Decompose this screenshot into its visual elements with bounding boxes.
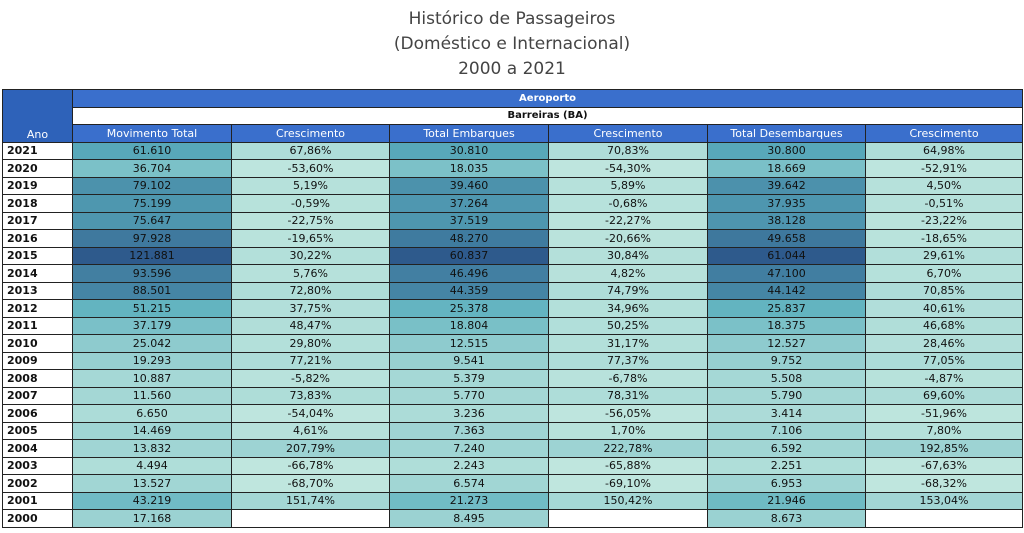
title-line-3: 2000 a 2021 (458, 59, 566, 79)
value-cell: 7.240 (390, 440, 549, 458)
value-cell: 8.673 (708, 510, 866, 528)
year-cell: 2012 (3, 300, 73, 318)
growth-cell: 77,05% (866, 352, 1023, 370)
growth-cell: 30,22% (232, 247, 390, 265)
value-cell: 30.800 (708, 142, 866, 160)
value-cell: 25.837 (708, 300, 866, 318)
growth-cell: 31,17% (549, 335, 708, 353)
value-cell: 18.035 (390, 160, 549, 178)
value-cell: 13.527 (73, 475, 232, 493)
growth-cell: -68,70% (232, 475, 390, 493)
year-cell: 2009 (3, 352, 73, 370)
year-cell: 2020 (3, 160, 73, 178)
year-cell: 2000 (3, 510, 73, 528)
value-cell: 9.752 (708, 352, 866, 370)
table-row (3, 510, 1023, 528)
growth-cell: 69,60% (866, 387, 1023, 405)
growth-cell: 7,80% (866, 422, 1023, 440)
growth-cell: 5,76% (232, 265, 390, 283)
table-row (3, 195, 1023, 213)
growth-cell: 151,74% (232, 492, 390, 510)
value-cell: 2.243 (390, 457, 549, 475)
value-cell: 93.596 (73, 265, 232, 283)
value-cell: 75.199 (73, 195, 232, 213)
growth-cell: -69,10% (549, 475, 708, 493)
value-cell: 61.044 (708, 247, 866, 265)
growth-cell: 67,86% (232, 142, 390, 160)
table-row (3, 177, 1023, 195)
growth-cell: -22,27% (549, 212, 708, 230)
table-row (3, 422, 1023, 440)
value-cell: 18.804 (390, 317, 549, 335)
year-cell: 2017 (3, 212, 73, 230)
growth-cell: 222,78% (549, 440, 708, 458)
growth-cell: 29,61% (866, 247, 1023, 265)
growth-cell: 150,42% (549, 492, 708, 510)
growth-cell: 78,31% (549, 387, 708, 405)
growth-cell: -56,05% (549, 405, 708, 423)
value-cell: 21.946 (708, 492, 866, 510)
value-cell: 37.179 (73, 317, 232, 335)
table-row (3, 457, 1023, 475)
growth-cell: 5,19% (232, 177, 390, 195)
value-cell: 79.102 (73, 177, 232, 195)
year-cell: 2007 (3, 387, 73, 405)
growth-cell: -19,65% (232, 230, 390, 248)
chart-title (0, 7, 1024, 82)
value-cell: 39.460 (390, 177, 549, 195)
growth-cell: 6,70% (866, 265, 1023, 283)
value-cell: 6.592 (708, 440, 866, 458)
year-cell: 2003 (3, 457, 73, 475)
value-cell: 121.881 (73, 247, 232, 265)
column-header: Movimento Total (73, 125, 232, 143)
growth-cell: 74,79% (549, 282, 708, 300)
growth-cell: -53,60% (232, 160, 390, 178)
growth-cell: -20,66% (549, 230, 708, 248)
growth-cell: -52,91% (866, 160, 1023, 178)
empty-cell (549, 510, 708, 528)
growth-cell: 72,80% (232, 282, 390, 300)
table-row (3, 230, 1023, 248)
value-cell: 37.519 (390, 212, 549, 230)
growth-cell: 73,83% (232, 387, 390, 405)
growth-cell: -5,82% (232, 370, 390, 388)
table-row (3, 335, 1023, 353)
value-cell: 7.363 (390, 422, 549, 440)
growth-cell: 5,89% (549, 177, 708, 195)
value-cell: 19.293 (73, 352, 232, 370)
value-cell: 39.642 (708, 177, 866, 195)
growth-cell: 30,84% (549, 247, 708, 265)
column-header: Crescimento (866, 125, 1023, 143)
empty-cell (232, 510, 390, 528)
year-cell: 2005 (3, 422, 73, 440)
growth-cell: 34,96% (549, 300, 708, 318)
growth-cell: -54,04% (232, 405, 390, 423)
value-cell: 8.495 (390, 510, 549, 528)
growth-cell: 153,04% (866, 492, 1023, 510)
value-cell: 88.501 (73, 282, 232, 300)
value-cell: 6.953 (708, 475, 866, 493)
growth-cell: 4,82% (549, 265, 708, 283)
row-header-ano: Ano (3, 90, 73, 143)
table-row (3, 300, 1023, 318)
growth-cell: -51,96% (866, 405, 1023, 423)
value-cell: 47.100 (708, 265, 866, 283)
value-cell: 2.251 (708, 457, 866, 475)
value-cell: 44.359 (390, 282, 549, 300)
value-cell: 12.515 (390, 335, 549, 353)
year-cell: 2006 (3, 405, 73, 423)
year-cell: 2001 (3, 492, 73, 510)
year-cell: 2021 (3, 142, 73, 160)
value-cell: 12.527 (708, 335, 866, 353)
growth-cell: -68,32% (866, 475, 1023, 493)
growth-cell: 192,85% (866, 440, 1023, 458)
value-cell: 4.494 (73, 457, 232, 475)
year-cell: 2013 (3, 282, 73, 300)
year-cell: 2014 (3, 265, 73, 283)
value-cell: 37.264 (390, 195, 549, 213)
value-cell: 61.610 (73, 142, 232, 160)
value-cell: 75.647 (73, 212, 232, 230)
table-row (3, 370, 1023, 388)
column-header: Total Desembarques (708, 125, 866, 143)
group-header: Aeroporto (73, 90, 1023, 108)
table-row (3, 492, 1023, 510)
table-row (3, 265, 1023, 283)
growth-cell: 29,80% (232, 335, 390, 353)
table-row (3, 352, 1023, 370)
growth-cell: -4,87% (866, 370, 1023, 388)
value-cell: 6.650 (73, 405, 232, 423)
growth-cell: -0,59% (232, 195, 390, 213)
table-row (3, 212, 1023, 230)
growth-cell: -65,88% (549, 457, 708, 475)
table-row (3, 475, 1023, 493)
growth-cell: -0,68% (549, 195, 708, 213)
year-cell: 2008 (3, 370, 73, 388)
growth-cell: 77,21% (232, 352, 390, 370)
value-cell: 44.142 (708, 282, 866, 300)
value-cell: 60.837 (390, 247, 549, 265)
value-cell: 38.128 (708, 212, 866, 230)
value-cell: 5.508 (708, 370, 866, 388)
header-row-sub (3, 107, 1023, 125)
growth-cell: -18,65% (866, 230, 1023, 248)
table-row (3, 247, 1023, 265)
value-cell: 6.574 (390, 475, 549, 493)
growth-cell: 1,70% (549, 422, 708, 440)
growth-cell: 77,37% (549, 352, 708, 370)
sub-header: Barreiras (BA) (73, 107, 1023, 125)
value-cell: 30.810 (390, 142, 549, 160)
growth-cell: -54,30% (549, 160, 708, 178)
value-cell: 18.669 (708, 160, 866, 178)
year-cell: 2019 (3, 177, 73, 195)
value-cell: 97.928 (73, 230, 232, 248)
growth-cell: 207,79% (232, 440, 390, 458)
growth-cell: 64,98% (866, 142, 1023, 160)
table-row (3, 317, 1023, 335)
growth-cell: 4,61% (232, 422, 390, 440)
value-cell: 14.469 (73, 422, 232, 440)
year-cell: 2002 (3, 475, 73, 493)
growth-cell: 40,61% (866, 300, 1023, 318)
value-cell: 7.106 (708, 422, 866, 440)
year-cell: 2011 (3, 317, 73, 335)
value-cell: 37.935 (708, 195, 866, 213)
growth-cell: 50,25% (549, 317, 708, 335)
growth-cell: -66,78% (232, 457, 390, 475)
table-row (3, 160, 1023, 178)
value-cell: 46.496 (390, 265, 549, 283)
growth-cell: 37,75% (232, 300, 390, 318)
table-row (3, 405, 1023, 423)
value-cell: 51.215 (73, 300, 232, 318)
growth-cell: -6,78% (549, 370, 708, 388)
table-body (3, 142, 1023, 527)
year-cell: 2015 (3, 247, 73, 265)
value-cell: 17.168 (73, 510, 232, 528)
value-cell: 18.375 (708, 317, 866, 335)
growth-cell: 48,47% (232, 317, 390, 335)
table-row (3, 440, 1023, 458)
header-row-group (3, 90, 1023, 108)
value-cell: 11.560 (73, 387, 232, 405)
table-row (3, 387, 1023, 405)
growth-cell: 70,83% (549, 142, 708, 160)
title-line-2: (Doméstico e Internacional) (393, 34, 631, 54)
growth-cell: -22,75% (232, 212, 390, 230)
growth-cell: -23,22% (866, 212, 1023, 230)
value-cell: 25.378 (390, 300, 549, 318)
year-cell: 2016 (3, 230, 73, 248)
value-cell: 5.379 (390, 370, 549, 388)
value-cell: 49.658 (708, 230, 866, 248)
value-cell: 3.236 (390, 405, 549, 423)
empty-cell (866, 510, 1023, 528)
value-cell: 13.832 (73, 440, 232, 458)
table-row (3, 142, 1023, 160)
growth-cell: 46,68% (866, 317, 1023, 335)
value-cell: 25.042 (73, 335, 232, 353)
growth-cell: 4,50% (866, 177, 1023, 195)
growth-cell: -67,63% (866, 457, 1023, 475)
column-header: Total Embarques (390, 125, 549, 143)
header-row-columns (3, 125, 1023, 143)
value-cell: 3.414 (708, 405, 866, 423)
column-header: Crescimento (549, 125, 708, 143)
passenger-table (2, 89, 1023, 528)
value-cell: 36.704 (73, 160, 232, 178)
value-cell: 9.541 (390, 352, 549, 370)
growth-cell: -0,51% (866, 195, 1023, 213)
value-cell: 10.887 (73, 370, 232, 388)
value-cell: 43.219 (73, 492, 232, 510)
value-cell: 5.770 (390, 387, 549, 405)
value-cell: 5.790 (708, 387, 866, 405)
table-row (3, 282, 1023, 300)
year-cell: 2004 (3, 440, 73, 458)
year-cell: 2018 (3, 195, 73, 213)
value-cell: 21.273 (390, 492, 549, 510)
year-cell: 2010 (3, 335, 73, 353)
growth-cell: 70,85% (866, 282, 1023, 300)
value-cell: 48.270 (390, 230, 549, 248)
column-header: Crescimento (232, 125, 390, 143)
growth-cell: 28,46% (866, 335, 1023, 353)
title-line-1: Histórico de Passageiros (408, 9, 616, 29)
